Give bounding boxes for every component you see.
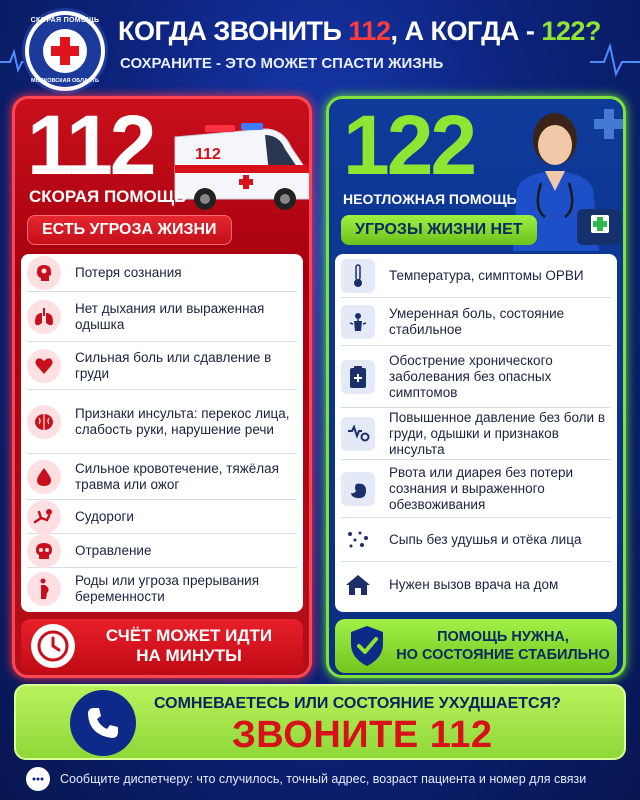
column-122 (326, 96, 626, 678)
logo (22, 8, 108, 94)
rash-icon (341, 523, 375, 557)
skull-icon (27, 534, 61, 568)
phone-icon (70, 690, 136, 756)
number-122: 122 (343, 98, 475, 192)
threat-badge-red: ЕСТЬ УГРОЗА ЖИЗНИ (27, 215, 232, 245)
stable-line-1: ПОМОЩЬ НУЖНА, (437, 629, 569, 645)
lungs-icon (27, 300, 61, 334)
list-item (27, 454, 297, 500)
list-item-text: Сильное кровотечение, тяжёлая травма или ожог (75, 460, 279, 492)
list-item (27, 390, 297, 454)
title-part-2: , А КОГДА - (390, 16, 542, 46)
list-item-text: Нужен вызов врача на дом (389, 577, 559, 592)
list-122 (335, 254, 617, 612)
urgency-line-1: СЧЁТ МОЖЕТ ИДТИ (105, 626, 273, 645)
clipboard-icon (341, 360, 375, 394)
stethoscope-icon (341, 417, 375, 451)
urgency-line-2: НА МИНУТЫ (136, 646, 242, 665)
list-item (27, 254, 297, 292)
call-action: ЗВОНИТЕ 112 (232, 714, 493, 756)
list-item (27, 342, 297, 390)
red-cross-icon (51, 37, 79, 65)
stomach-icon (341, 472, 375, 506)
ambulance-label: 112 (195, 146, 221, 163)
urgency-box (21, 619, 303, 673)
title-number-122: 122? (541, 16, 601, 46)
list-item (341, 408, 611, 460)
list-112 (21, 254, 303, 612)
list-item-text: Температура, симптомы ОРВИ (389, 267, 584, 283)
list-item (341, 254, 611, 298)
shield-check-icon (345, 624, 389, 668)
list-item (27, 292, 297, 342)
threat-badge-green: УГРОЗЫ ЖИЗНИ НЕТ (341, 215, 537, 245)
page-title (118, 16, 601, 47)
chat-bubble-icon (26, 767, 50, 791)
list-item-text: Умеренная боль, состояние стабильное (389, 305, 565, 337)
service-name-112: СКОРАЯ ПОМОЩЬ (29, 187, 187, 206)
logo-text-bottom: МОСКОВСКАЯ ОБЛАСТЬ (31, 78, 99, 84)
list-item-text: Рвота или диарея без потери сознания и выраженного обезвоживания (389, 464, 574, 512)
page-subtitle: СОХРАНИТЕ - ЭТО МОЖЕТ СПАСТИ ЖИЗНЬ (120, 55, 444, 72)
list-item-text: Судороги (75, 508, 134, 524)
list-item (341, 460, 611, 518)
seizure-icon (27, 500, 61, 534)
head-icon (27, 256, 61, 290)
list-item (27, 534, 297, 568)
list-item-text: Роды или угроза прерывания беременности (75, 573, 260, 604)
list-item-text: Признаки инсульта: перекос лица, слабость руки, нарушение речи (75, 405, 290, 437)
footer-text: Сообщите диспетчеру: что случилось, точный адрес, возраст пациента и номер для связи (60, 772, 587, 786)
list-item-text: Сильная боль или сдавление в груди (75, 349, 272, 381)
header (0, 0, 640, 90)
brain-icon (27, 405, 61, 439)
heart-icon (27, 349, 61, 383)
list-item-text: Потеря сознания (75, 264, 182, 280)
home-icon (341, 568, 375, 602)
list-item (341, 562, 611, 608)
call-banner (14, 684, 626, 760)
pain-icon (341, 305, 375, 339)
list-item-text: Отравление (75, 542, 152, 558)
title-number-112: 112 (348, 16, 391, 46)
number-112: 112 (27, 98, 154, 192)
list-item-text: Нет дыхания или выраженная одышка (75, 300, 265, 332)
stable-line-2: НО СОСТОЯНИЕ СТАБИЛЬНО (396, 647, 610, 663)
title-part-1: КОГДА ЗВОНИТЬ (118, 16, 349, 46)
blood-drop-icon (27, 460, 61, 494)
list-item-text: Сыпь без удушья и отёка лица (389, 531, 582, 547)
list-item (341, 298, 611, 346)
list-item (27, 500, 297, 534)
stable-box (335, 619, 617, 673)
service-name-122: НЕОТЛОЖНАЯ ПОМОЩЬ (343, 191, 517, 207)
ambulance-icon (165, 107, 312, 217)
column-112 (12, 96, 312, 678)
clock-icon (31, 624, 75, 668)
list-item (27, 568, 297, 610)
pregnant-icon (27, 572, 61, 606)
thermometer-icon (341, 259, 375, 293)
list-item (341, 518, 611, 562)
list-item-text: Повышенное давление без боли в груди, одышки и признаков инсульта (389, 409, 606, 457)
logo-text-top: СКОРАЯ ПОМОЩЬ (30, 17, 100, 24)
footer (0, 764, 640, 794)
list-item (341, 346, 611, 408)
list-item-text: Обострение хронического заболевания без опасных симптомов (389, 352, 553, 400)
call-question: СОМНЕВАЕТЕСЬ ИЛИ СОСТОЯНИЕ УХУДШАЕТСЯ? (154, 695, 561, 712)
